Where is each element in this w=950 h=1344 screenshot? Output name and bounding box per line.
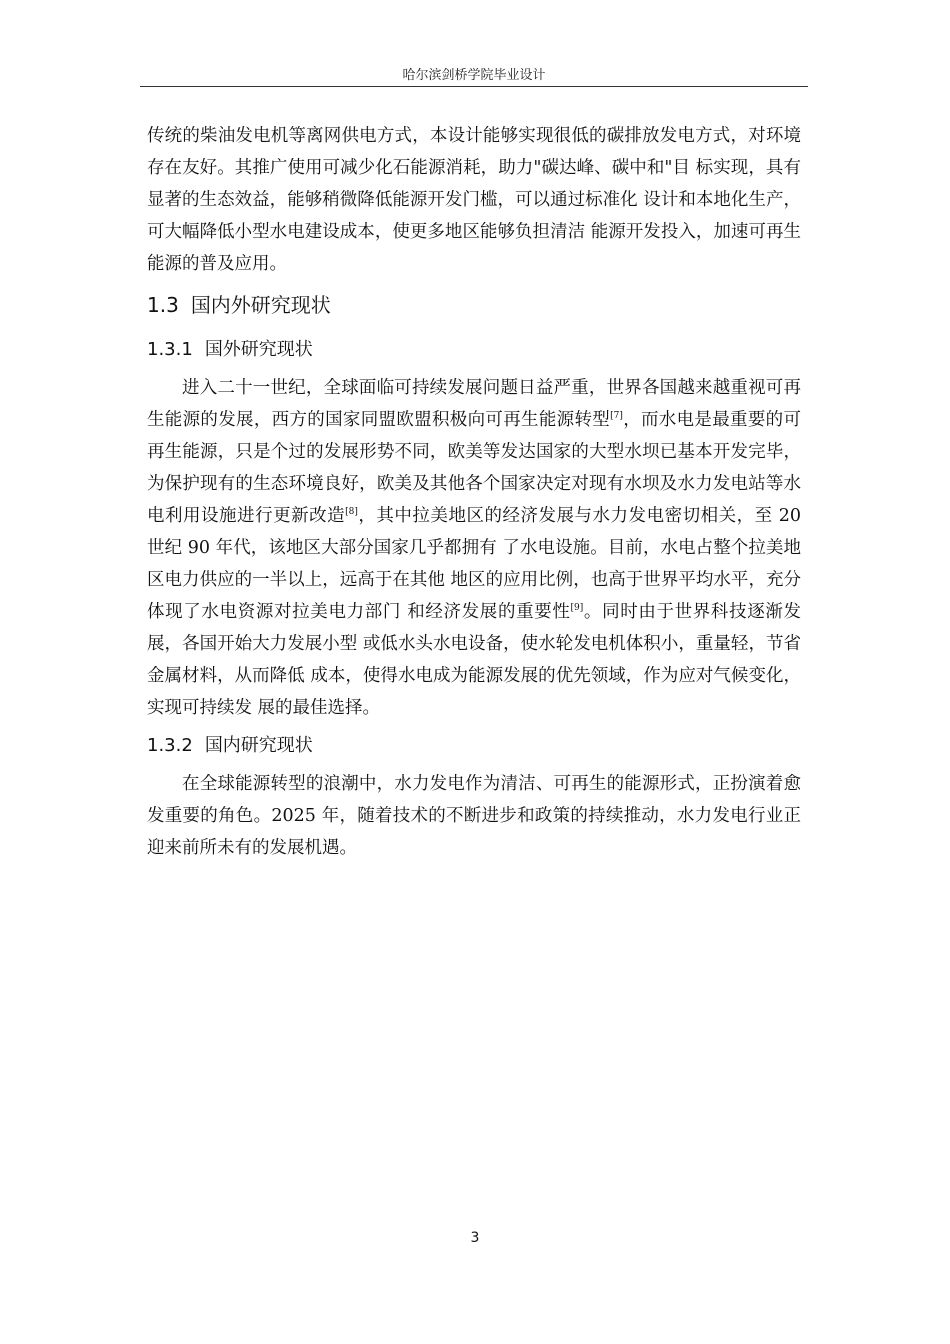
text-segment: ，而水电是最重要的可再生能源，只是个过的发展形势不同，欧美等发达国家的大型水坝已基本开发完毕，为保护现有的生态环境良好，欧美及其他各个国家决定对现有水坝及水力发电站等水电利用设施进行更新改造: [147, 410, 801, 526]
heading-title: 国内外研究现状: [190, 293, 331, 317]
heading-1-3: [147, 286, 801, 328]
text-segment: 进入二十一世纪，全球面临可持续发展问题日益严重，世界各国越来越重视可再生能源的发展，西方的国家同盟欧盟积极向可再生能源转型: [147, 378, 801, 430]
citation-8: [8]: [345, 507, 358, 518]
heading-title: 国外研究现状: [204, 339, 313, 360]
citation-7: [7]: [610, 411, 623, 422]
paragraph-intro: 传统的柴油发电机等离网供电方式，本设计能够实现很低的碳排放发电方式，对环境存在友好。其推广使用可减少化石能源消耗，助力"碳达峰、碳中和"目 标实现，具有显著的生态效益，能够稍微降低能源开发门槛，可以通过标准化 设计和本地化生产，可大幅降低小型水电建设成本，使更多地区能够负担清洁 能源开发投入，加速可再生能源的普及应用。: [147, 126, 801, 274]
heading-1-3-2: [147, 724, 801, 768]
heading-number: 1.3: [147, 293, 179, 317]
page-number: 3: [470, 1230, 480, 1246]
heading-title: 国内研究现状: [204, 735, 313, 756]
text-segment: ，其中拉美地区的经济发展与水力发电密切相关，至 20 世纪 90 年代，该地区大部分国家几乎都拥有 了水电设施。目前，水电占整个拉美地区电力供应的一半以上，远高于在其他 地区的应用比例，也高于世界平均水平，充分体现了水电资源对拉美电力部门 和经济发展的重要性: [147, 506, 801, 622]
header-divider: [140, 86, 808, 87]
paragraph-domestic-research: 在全球能源转型的浪潮中，水力发电作为清洁、可再生的能源形式，正扮演着愈发重要的角色。2025 年，随着技术的不断进步和政策的持续推动，水力发电行业正迎来前所未有的发展机遇。: [147, 774, 801, 858]
document-body: [147, 120, 801, 864]
text-segment: 。同时由于世界科技逐渐发展，各国开始大力发展小型 或低水头水电设备，使水轮发电机体积小，重量轻，节省金属材料，从而降低 成本，使得水电成为能源发展的优先领域，作为应对气候变化，实现可持续发 展的最佳选择。: [147, 602, 802, 718]
paragraph-foreign-research: [147, 372, 801, 724]
citation-9: [9]: [570, 603, 584, 614]
heading-number: 1.3.1: [147, 339, 193, 360]
heading-number: 1.3.2: [147, 735, 193, 756]
heading-1-3-1: [147, 328, 801, 372]
page-header: 哈尔滨剑桥学院毕业设计: [402, 68, 546, 83]
